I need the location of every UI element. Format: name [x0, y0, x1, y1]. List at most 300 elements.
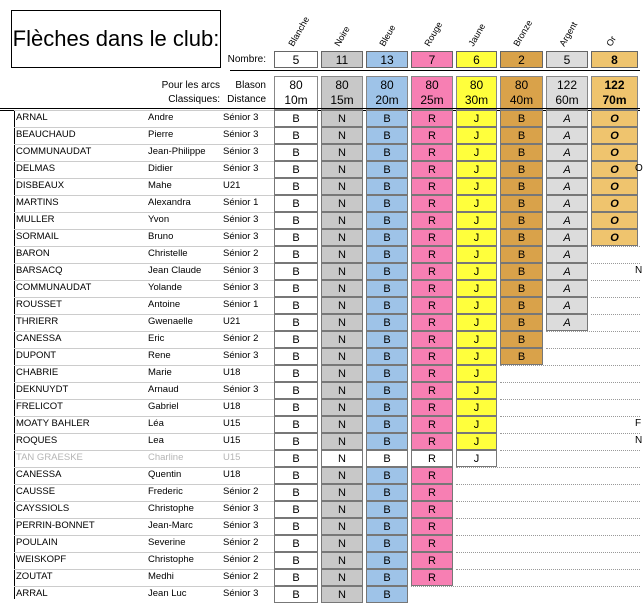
arrow-mark-blanche: B [274, 314, 318, 331]
row-separator [14, 297, 274, 298]
archer-first-name: Quentin [148, 469, 182, 480]
arrow-mark-jaune: J [456, 348, 497, 365]
archer-first-name: Jean-Marc [148, 520, 193, 531]
blason-distance-bleue [366, 76, 408, 110]
row-separator [14, 416, 274, 417]
archer-first-name: Jean Luc [148, 588, 187, 599]
arrow-mark-bleue: B [366, 348, 408, 365]
archer-category: Sénior 3 [223, 231, 259, 242]
blason-value: 80 [380, 78, 394, 92]
arrow-mark-rouge: R [411, 467, 453, 484]
arrow-mark-noire: N [321, 416, 363, 433]
table-top-border [230, 70, 640, 71]
arrow-mark-jaune: J [456, 144, 497, 161]
arrow-mark-rouge: R [411, 433, 453, 450]
archer-category: U15 [223, 452, 241, 463]
arrow-mark-rouge: R [411, 348, 453, 365]
arrow-mark-bronze: B [500, 110, 543, 127]
arrow-mark-blanche: B [274, 416, 318, 433]
arrow-mark-noire: N [321, 535, 363, 552]
arrow-mark-jaune: J [456, 280, 497, 297]
archer-category: Sénior 3 [223, 520, 259, 531]
arrow-mark-noire: N [321, 501, 363, 518]
arrow-mark-argent: A [546, 144, 588, 161]
archer-last-name: BARON [16, 248, 50, 259]
archer-category: U21 [223, 316, 241, 327]
arrow-mark-rouge: R [411, 331, 453, 348]
row-separator [14, 467, 274, 468]
arrow-mark-jaune: J [456, 178, 497, 195]
archer-first-name: Severine [148, 537, 186, 548]
archer-first-name: Pierre [148, 129, 174, 140]
arrow-mark-or: O [591, 110, 638, 127]
row-dotted-line [500, 382, 640, 383]
arrow-mark-bronze: B [500, 127, 543, 144]
archer-last-name: SORMAIL [16, 231, 59, 242]
archer-last-name: WEISKOPF [16, 554, 67, 565]
archer-first-name: Léa [148, 418, 164, 429]
row-dotted-line [456, 569, 640, 570]
row-separator [14, 586, 274, 587]
distance-value: 60m [555, 93, 579, 107]
archer-last-name: CAUSSE [16, 486, 56, 497]
archer-last-name: ARNAL [16, 112, 48, 123]
archer-category: U18 [223, 469, 241, 480]
archer-last-name: CANESSA [16, 333, 62, 344]
blason-value: 80 [425, 78, 439, 92]
arrow-mark-blanche: B [274, 382, 318, 399]
arrow-mark-jaune: J [456, 331, 497, 348]
archer-first-name: Christelle [148, 248, 188, 259]
arrow-mark-noire: N [321, 518, 363, 535]
blason-distance-jaune [456, 76, 497, 110]
archer-category: U15 [223, 435, 241, 446]
arrow-mark-blanche: B [274, 229, 318, 246]
arrow-mark-noire: N [321, 161, 363, 178]
arrow-mark-blanche: B [274, 263, 318, 280]
column-header-jaune: Jaune [466, 21, 488, 48]
arrow-mark-rouge: R [411, 280, 453, 297]
archer-category: Sénior 2 [223, 248, 259, 259]
arrow-mark-or: O [591, 195, 638, 212]
row-dotted-line [456, 467, 640, 468]
distance-value: 20m [375, 93, 399, 107]
archer-last-name: MULLER [16, 214, 55, 225]
arrow-mark-blanche: B [274, 552, 318, 569]
arrow-mark-bleue: B [366, 195, 408, 212]
arrow-mark-bronze: B [500, 297, 543, 314]
row-separator [14, 110, 274, 111]
row-separator [14, 280, 274, 281]
blason-value: 122 [556, 78, 578, 92]
arrow-mark-jaune: J [456, 127, 497, 144]
nombre-label: Nombre: [227, 54, 266, 65]
arrow-mark-jaune: J [456, 433, 497, 450]
row-dotted-line [500, 433, 640, 434]
row-extra-note: N [635, 435, 643, 446]
archer-category: Sénior 2 [223, 554, 259, 565]
row-dotted-line [591, 314, 640, 315]
arrow-mark-blanche: B [274, 467, 318, 484]
arrow-mark-bronze: B [500, 178, 543, 195]
arrow-mark-noire: N [321, 246, 363, 263]
blason-value: 122 [604, 78, 625, 92]
archer-first-name: Medhi [148, 571, 174, 582]
arrow-mark-noire: N [321, 314, 363, 331]
arrow-mark-rouge: R [411, 501, 453, 518]
arrow-mark-bleue: B [366, 314, 408, 331]
arrow-mark-bleue: B [366, 535, 408, 552]
arrow-mark-jaune: J [456, 110, 497, 127]
archer-last-name: CHABRIE [16, 367, 59, 378]
arrow-mark-noire: N [321, 365, 363, 382]
blason-distance-blanche [274, 76, 318, 110]
archer-last-name: POULAIN [16, 537, 58, 548]
arrow-mark-blanche: B [274, 365, 318, 382]
archer-first-name: Mahe [148, 180, 172, 191]
row-separator [14, 501, 274, 502]
table-top-border [0, 108, 640, 109]
arrow-mark-blanche: B [274, 586, 318, 603]
row-dotted-line [411, 586, 640, 587]
blason-value: 80 [514, 78, 529, 92]
arrow-mark-noire: N [321, 144, 363, 161]
arrow-mark-noire: N [321, 450, 363, 467]
archer-category: Sénior 3 [223, 588, 259, 599]
arrow-mark-blanche: B [274, 195, 318, 212]
arrow-mark-blanche: B [274, 178, 318, 195]
row-separator [14, 127, 274, 128]
archer-last-name: PERRIN-BONNET [16, 520, 95, 531]
count-bleue: 13 [366, 51, 408, 68]
blason-distance-bronze [500, 76, 543, 110]
distance-value: 70m [602, 93, 627, 107]
row-dotted-line [591, 297, 640, 298]
row-dotted-line [546, 348, 640, 349]
archer-first-name: Didier [148, 163, 173, 174]
arrow-mark-blanche: B [274, 280, 318, 297]
arrow-mark-rouge: R [411, 314, 453, 331]
row-dotted-line [591, 246, 640, 247]
archer-category: Sénior 3 [223, 282, 259, 293]
arrow-mark-bleue: B [366, 586, 408, 603]
arrow-mark-jaune: J [456, 416, 497, 433]
archer-category: Sénior 3 [223, 214, 259, 225]
arrow-mark-bronze: B [500, 195, 543, 212]
archer-first-name: Andre [148, 112, 174, 123]
arrow-mark-noire: N [321, 331, 363, 348]
arrow-mark-bleue: B [366, 331, 408, 348]
arrow-mark-bleue: B [366, 569, 408, 586]
arrow-mark-bleue: B [366, 178, 408, 195]
archer-first-name: Arnaud [148, 384, 179, 395]
archer-category: Sénior 3 [223, 112, 259, 123]
archer-first-name: Frederic [148, 486, 183, 497]
archer-last-name: ROQUES [16, 435, 58, 446]
arrow-mark-rouge: R [411, 382, 453, 399]
arrow-mark-blanche: B [274, 297, 318, 314]
archer-last-name: MARTINS [16, 197, 59, 208]
count-blanche: 5 [274, 51, 318, 68]
column-header-rouge: Rouge [421, 20, 444, 48]
arrow-mark-blanche: B [274, 399, 318, 416]
arrow-mark-blanche: B [274, 212, 318, 229]
arrow-mark-jaune: J [456, 212, 497, 229]
archer-first-name: Yolande [148, 282, 182, 293]
count-jaune: 6 [456, 51, 497, 68]
archer-last-name: THRIERR [16, 316, 59, 327]
arrow-mark-bleue: B [366, 433, 408, 450]
arrow-mark-bleue: B [366, 280, 408, 297]
arrow-mark-bleue: B [366, 297, 408, 314]
archer-first-name: Gabriel [148, 401, 179, 412]
arrow-mark-blanche: B [274, 569, 318, 586]
archer-category: Sénior 3 [223, 503, 259, 514]
arrow-mark-blanche: B [274, 348, 318, 365]
arrow-mark-argent: A [546, 110, 588, 127]
arrow-mark-blanche: B [274, 450, 318, 467]
arrow-mark-rouge: R [411, 110, 453, 127]
arrow-mark-bleue: B [366, 110, 408, 127]
arrow-mark-argent: A [546, 212, 588, 229]
archer-category: Sénior 3 [223, 350, 259, 361]
arrow-mark-bleue: B [366, 212, 408, 229]
arrow-mark-bleue: B [366, 382, 408, 399]
archer-category: Sénior 1 [223, 197, 259, 208]
arrow-mark-jaune: J [456, 382, 497, 399]
archer-last-name: CANESSA [16, 469, 62, 480]
row-dotted-line [546, 331, 640, 332]
arrow-mark-bleue: B [366, 246, 408, 263]
arrow-mark-bleue: B [366, 144, 408, 161]
archer-category: Sénior 3 [223, 163, 259, 174]
row-extra-note: O [635, 163, 643, 174]
archer-last-name: FRELICOT [16, 401, 63, 412]
distance-value: 40m [509, 93, 534, 107]
arrow-mark-noire: N [321, 399, 363, 416]
count-rouge: 7 [411, 51, 453, 68]
arrow-mark-bleue: B [366, 127, 408, 144]
arrow-mark-bleue: B [366, 416, 408, 433]
arrow-mark-noire: N [321, 348, 363, 365]
archer-last-name: DUPONT [16, 350, 57, 361]
arrow-mark-jaune: J [456, 263, 497, 280]
row-separator [14, 161, 274, 162]
arrow-mark-jaune: J [456, 161, 497, 178]
archer-category: Sénior 2 [223, 571, 259, 582]
arrow-mark-rouge: R [411, 535, 453, 552]
arrow-mark-rouge: R [411, 518, 453, 535]
arrow-mark-argent: A [546, 161, 588, 178]
pour-label: Pour les arcs [161, 80, 220, 91]
arrow-mark-bleue: B [366, 501, 408, 518]
archer-last-name: TAN GRAESKE [16, 452, 83, 463]
arrow-mark-rouge: R [411, 212, 453, 229]
arrow-mark-bleue: B [366, 229, 408, 246]
distance-value: 30m [464, 93, 489, 107]
arrow-mark-argent: A [546, 314, 588, 331]
arrow-mark-jaune: J [456, 229, 497, 246]
arrow-mark-bleue: B [366, 518, 408, 535]
archer-category: Sénior 2 [223, 486, 259, 497]
arrow-mark-bleue: B [366, 399, 408, 416]
blason-distance-rouge [411, 76, 453, 110]
archer-first-name: Antoine [148, 299, 181, 310]
archer-last-name: BEAUCHAUD [16, 129, 76, 140]
arrow-mark-rouge: R [411, 263, 453, 280]
count-or: 8 [591, 51, 638, 68]
column-header-or: Or [604, 34, 618, 48]
row-separator [14, 552, 274, 553]
arrow-mark-rouge: R [411, 399, 453, 416]
blason-value: 80 [335, 78, 349, 92]
row-separator [14, 535, 274, 536]
column-header-bronze: Bronze [511, 18, 535, 48]
arrow-mark-bronze: B [500, 314, 543, 331]
archer-last-name: COMMUNAUDAT [16, 282, 92, 293]
arrow-mark-argent: A [546, 280, 588, 297]
archer-first-name: Rene [148, 350, 171, 361]
archer-last-name: ZOUTAT [16, 571, 53, 582]
arrow-mark-bleue: B [366, 263, 408, 280]
blason-distance-or [591, 76, 638, 110]
arrow-mark-rouge: R [411, 552, 453, 569]
arrow-mark-noire: N [321, 297, 363, 314]
row-separator [14, 195, 274, 196]
archer-last-name: ARRAL [16, 588, 48, 599]
arrow-mark-bleue: B [366, 450, 408, 467]
row-extra-note: N [635, 265, 643, 276]
row-dotted-line [500, 450, 640, 451]
arrow-mark-noire: N [321, 127, 363, 144]
distance-value: 10m [284, 93, 308, 107]
row-separator [14, 246, 274, 247]
row-separator [14, 433, 274, 434]
row-separator [14, 399, 274, 400]
archer-first-name: Bruno [148, 231, 174, 242]
arrow-mark-bleue: B [366, 552, 408, 569]
arrow-mark-rouge: R [411, 484, 453, 501]
count-noire: 11 [321, 51, 363, 68]
arrow-mark-rouge: R [411, 569, 453, 586]
arrow-mark-bronze: B [500, 161, 543, 178]
arrow-mark-jaune: J [456, 450, 497, 467]
distance-label: Distance [227, 94, 266, 105]
row-separator [14, 518, 274, 519]
arrow-mark-or: O [591, 212, 638, 229]
archer-first-name: Yvon [148, 214, 170, 225]
archer-last-name: DELMAS [16, 163, 56, 174]
row-dotted-line [500, 399, 640, 400]
archer-last-name: MOATY BAHLER [16, 418, 90, 429]
archer-category: Sénior 3 [223, 265, 259, 276]
distance-value: 15m [330, 93, 354, 107]
row-separator [14, 144, 274, 145]
archer-first-name: Charline [148, 452, 184, 463]
arrow-mark-argent: A [546, 263, 588, 280]
arrow-mark-bronze: B [500, 246, 543, 263]
archer-category: Sénior 1 [223, 299, 259, 310]
archer-last-name: CAYSSIOLS [16, 503, 70, 514]
arrow-mark-jaune: J [456, 314, 497, 331]
arrow-mark-bleue: B [366, 365, 408, 382]
archer-category: Sénior 3 [223, 146, 259, 157]
archer-category: U21 [223, 180, 241, 191]
column-header-bleue: Bleue [376, 23, 398, 48]
arrow-mark-noire: N [321, 178, 363, 195]
arrow-mark-argent: A [546, 178, 588, 195]
blason-distance-noire [321, 76, 363, 110]
archer-category: Sénior 2 [223, 333, 259, 344]
arrow-mark-blanche: B [274, 433, 318, 450]
arrow-mark-blanche: B [274, 144, 318, 161]
arrow-mark-jaune: J [456, 365, 497, 382]
row-dotted-line [500, 365, 640, 366]
arrow-mark-argent: A [546, 229, 588, 246]
arrow-mark-jaune: J [456, 399, 497, 416]
arrow-mark-blanche: B [274, 518, 318, 535]
row-separator [14, 263, 274, 264]
arrow-mark-bleue: B [366, 161, 408, 178]
arrow-mark-bronze: B [500, 348, 543, 365]
arrow-mark-noire: N [321, 280, 363, 297]
arrow-mark-argent: A [546, 195, 588, 212]
count-argent: 5 [546, 51, 588, 68]
arrow-mark-rouge: R [411, 127, 453, 144]
row-dotted-line [591, 280, 640, 281]
row-dotted-line [456, 518, 640, 519]
archer-first-name: Lea [148, 435, 164, 446]
arrow-mark-blanche: B [274, 484, 318, 501]
archer-last-name: BARSACQ [16, 265, 63, 276]
row-dotted-line [500, 416, 640, 417]
count-bronze: 2 [500, 51, 543, 68]
archer-first-name: Gwenaelle [148, 316, 193, 327]
arrow-mark-or: O [591, 144, 638, 161]
blason-label: Blason [235, 80, 266, 91]
column-header-blanche: Blanche [285, 14, 311, 49]
archer-first-name: Christophe [148, 503, 194, 514]
arrow-mark-noire: N [321, 586, 363, 603]
arrow-mark-bronze: B [500, 280, 543, 297]
row-separator [14, 348, 274, 349]
classiques-label: Classiques: [168, 94, 220, 105]
row-dotted-line [591, 263, 640, 264]
arrow-mark-blanche: B [274, 161, 318, 178]
archer-category: U15 [223, 418, 241, 429]
column-header-noire: Noire [331, 24, 352, 48]
arrow-mark-noire: N [321, 467, 363, 484]
archer-first-name: Eric [148, 333, 165, 344]
arrow-mark-rouge: R [411, 365, 453, 382]
arrow-mark-rouge: R [411, 161, 453, 178]
arrow-mark-noire: N [321, 263, 363, 280]
arrow-mark-bronze: B [500, 229, 543, 246]
archer-last-name: ROUSSET [16, 299, 62, 310]
arrow-mark-noire: N [321, 229, 363, 246]
archer-last-name: DISBEAUX [16, 180, 65, 191]
arrow-mark-rouge: R [411, 144, 453, 161]
arrow-mark-rouge: R [411, 178, 453, 195]
arrow-mark-or: O [591, 127, 638, 144]
arrow-mark-argent: A [546, 297, 588, 314]
arrow-mark-bronze: B [500, 263, 543, 280]
arrow-mark-rouge: R [411, 416, 453, 433]
archer-category: U18 [223, 401, 241, 412]
row-separator [14, 450, 274, 451]
arrow-mark-rouge: R [411, 229, 453, 246]
arrow-mark-rouge: R [411, 246, 453, 263]
